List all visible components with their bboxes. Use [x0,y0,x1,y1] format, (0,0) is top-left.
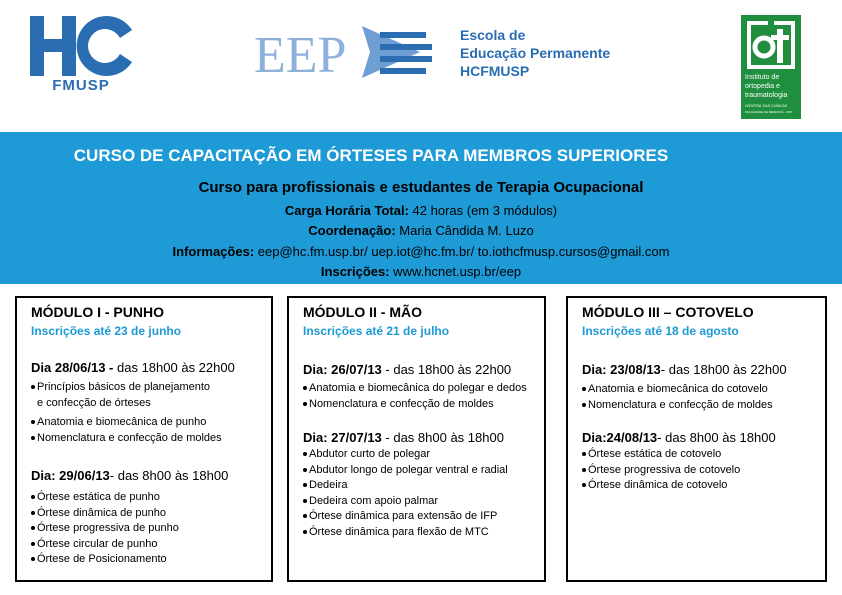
day-label: Dia:24/08/13 [582,430,658,445]
day-time: - das 8h00 às 18h00 [109,468,229,483]
module-registration-deadline: Inscrições até 18 de agosto [582,324,739,338]
eep-line2: Educação Permanente [460,45,611,61]
course-title: CURSO DE CAPACITAÇÃO EM ÓRTESES PARA MEMBROS SUPERIORES [73,146,669,165]
module-day [582,430,776,445]
topic-list [303,381,527,412]
list-item: Nomenclatura e confecção de moldes [31,431,222,447]
module-punho [15,296,273,582]
workload-line [0,203,842,218]
day-label: Dia: 27/07/13 [303,430,382,445]
day-time: - das 18h00 às 22h00 [381,362,512,377]
day-label: Dia: 26/07/13 [303,362,382,377]
workload-label: Carga Horária Total: [284,203,409,218]
eep-line3: HCFMUSP [460,63,530,79]
topic-list [303,447,508,541]
registration-label: Inscrições: [320,264,390,279]
registration-value: www.hcnet.usp.br/eep [389,264,522,279]
module-day [303,362,511,377]
eep-line1: Escola de [460,27,526,43]
workload-value: 42 horas (em 3 módulos) [408,203,558,218]
eep-acronym: EEP [254,27,347,84]
information-line [0,244,842,259]
module-title: MÓDULO II - MÃO [303,304,422,320]
list-item: Anatomia e biomecânica do cotovelo [582,382,773,398]
day-label: Dia: 29/06/13 [31,468,110,483]
list-item: Dedeira com apoio palmar [303,494,508,510]
day-label: Dia 28/06/13 - [31,360,114,375]
hc-logo-sub: FMUSP [52,77,110,94]
day-time: - das 8h00 às 18h00 [657,430,776,445]
topic-list [31,490,179,568]
list-item: Órtese dinâmica de punho [31,506,179,522]
topic-list [31,380,222,446]
coordination-line [0,223,842,238]
information-label: Informações: [172,244,255,259]
iot-line2: ortopedia e [745,83,781,90]
day-label: Dia: 23/08/13 [582,362,661,377]
list-item: Órtese circular de punho [31,537,179,553]
coordination-label: Coordenação: [308,223,396,238]
registration-line [0,264,842,279]
module-day [31,468,228,483]
iot-small2: FACULDADE DE MEDICINA - USP [745,110,793,114]
list-item: Órtese estática de cotovelo [582,447,740,463]
list-item: e confecção de órteses [37,396,151,409]
list-item: Órtese dinâmica para extensão de IFP [303,509,508,525]
list-item: Órtese progressiva de cotovelo [582,463,740,479]
day-time: - das 8h00 às 18h00 [381,430,504,445]
module-registration-deadline: Inscrições até 23 de junho [31,324,182,338]
list-item: Órtese dinâmica de cotovelo [582,478,740,494]
module-registration-deadline: Inscrições até 21 de julho [303,324,450,338]
list-item: Nomenclatura e confecção de moldes [303,397,527,413]
module-title: MÓDULO I - PUNHO [31,304,164,320]
list-item: Princípios básicos de planejamento [31,380,222,396]
eep-logo [252,14,620,90]
iot-logo [741,15,801,119]
information-value: eep@hc.fm.usp.br/ uep.iot@hc.fm.br/ to.iothcfmusp.cursos@gmail.com [254,244,670,259]
list-item: Anatomia e biomecânica de punho [31,415,222,431]
day-time: - das 18h00 às 22h00 [660,362,787,377]
coordination-value: Maria Cândida M. Luzo [395,223,534,238]
topic-list [582,382,773,413]
iot-line3: traumatologia [745,92,788,99]
day-time: das 18h00 às 22h00 [113,360,235,375]
list-item: Órtese progressiva de punho [31,521,179,537]
list-item: Dedeira [303,478,508,494]
list-item: Anatomia e biomecânica do polegar e dedos [303,381,527,397]
course-info-band [0,132,842,284]
topic-list [582,447,740,494]
module-cotovelo [566,296,827,582]
module-title: MÓDULO III – COTOVELO [582,304,754,320]
module-day [31,360,235,375]
list-item: Abdutor longo de polegar ventral e radial [303,463,508,479]
list-item: Nomenclatura e confecção de moldes [582,398,773,414]
module-day [582,362,787,377]
iot-line1: Instituto de [745,74,780,81]
module-day [303,430,504,445]
course-subtitle: Curso para profissionais e estudantes de Terapia Ocupacional [198,179,644,196]
list-item: Abdutor curto de polegar [303,447,508,463]
list-item: Órtese estática de punho [31,490,179,506]
module-mao [287,296,546,582]
list-item: Órtese de Posicionamento [31,552,179,568]
list-item: Órtese dinâmica para flexão de MTC [303,525,508,541]
iot-small1: HOSPITAL DAS CLÍNICAS [745,104,788,108]
hc-fmusp-logo [28,14,134,94]
